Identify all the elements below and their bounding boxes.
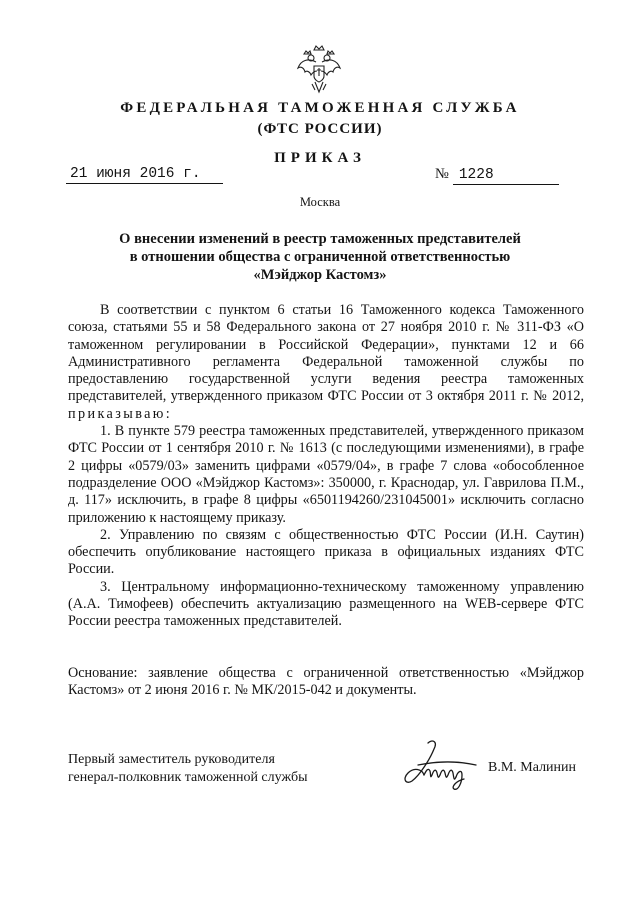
signer-name: В.М. Малинин (488, 760, 577, 775)
item-1: 1. В пункте 579 реестра таможенных представителей, утвержденного приказом ФТС России от 1 сентября 2010 г. № 1613 (с последующими изменениями), в графе 2 цифры «0579/03» заменить цифрами «0579/04», в графе 7 слова «обособленное подразделение ООО «Мэйджор Кастомз»: 350000, г. Краснодар, ул. Гаврилова П.М., д. 117» исключить, в графе 8 цифры «6501194260/231045001» исключить согласно приложению к настоящему приказу. (68, 423, 584, 526)
handwritten-signature-icon (398, 735, 483, 795)
title-line-2: в отношении общества с ограниченной ответственностью (129, 249, 511, 265)
order-number-field (435, 166, 559, 185)
command-word: приказываю: (68, 405, 173, 422)
intro-paragraph (68, 302, 584, 423)
russian-coat-of-arms-icon (296, 44, 342, 96)
title-line-3: «Мэйджор Кастомз» (253, 267, 387, 283)
item-2: 2. Управлению по связям с общественностью ФТС России (И.Н. Саутин) обеспечить опубликование настоящего приказа в официальных изданиях ФТС России. (68, 526, 584, 578)
order-number: 1228 (453, 167, 559, 185)
agency-short-name: (ФТС РОССИИ) (257, 121, 383, 137)
position-line-1: Первый заместитель руководителя (68, 752, 275, 767)
intro-text: В соответствии с пунктом 6 статьи 16 Таможенного кодекса Таможенного союза, статьями 55 и 58 Федерального закона от 27 ноября 2010 г. № 311-ФЗ «О таможенном регулировании в Российской Федерации», пунктами 12 и 66 Административного регламента Федеральной таможенной службы по предоставлению государственной услуги ведения реестра таможенных представителей, утвержденного приказом ФТС России от 3 октября 2011 г. № 2012, (68, 302, 584, 405)
position-line-2: генерал-полковник таможенной службы (68, 770, 308, 785)
document-type: ПРИКАЗ (274, 150, 366, 166)
number-sign: № (435, 166, 449, 182)
basis-section (68, 665, 584, 700)
signer-position (68, 751, 307, 787)
title-line-1: О внесении изменений в реестр таможенных представителей (119, 231, 521, 247)
basis-text: Основание: заявление общества с ограниченной ответственностью «Мэйджор Кастомз» от 2 июня 2016 г. № МК/2015-042 и документы. (68, 665, 584, 699)
agency-name: ФЕДЕРАЛЬНАЯ ТАМОЖЕННАЯ СЛУЖБА (120, 100, 520, 116)
document-title (0, 230, 640, 284)
item-3: 3. Центральному информационно-техническому таможенному управлению (А.А. Тимофеев) обеспечить актуализацию размещенного на WEB-сервере ФТС России реестра таможенных представителей. (68, 578, 584, 630)
document-body (68, 302, 584, 631)
order-date: 21 июня 2016 г. (66, 166, 223, 184)
city: Москва (299, 195, 341, 209)
